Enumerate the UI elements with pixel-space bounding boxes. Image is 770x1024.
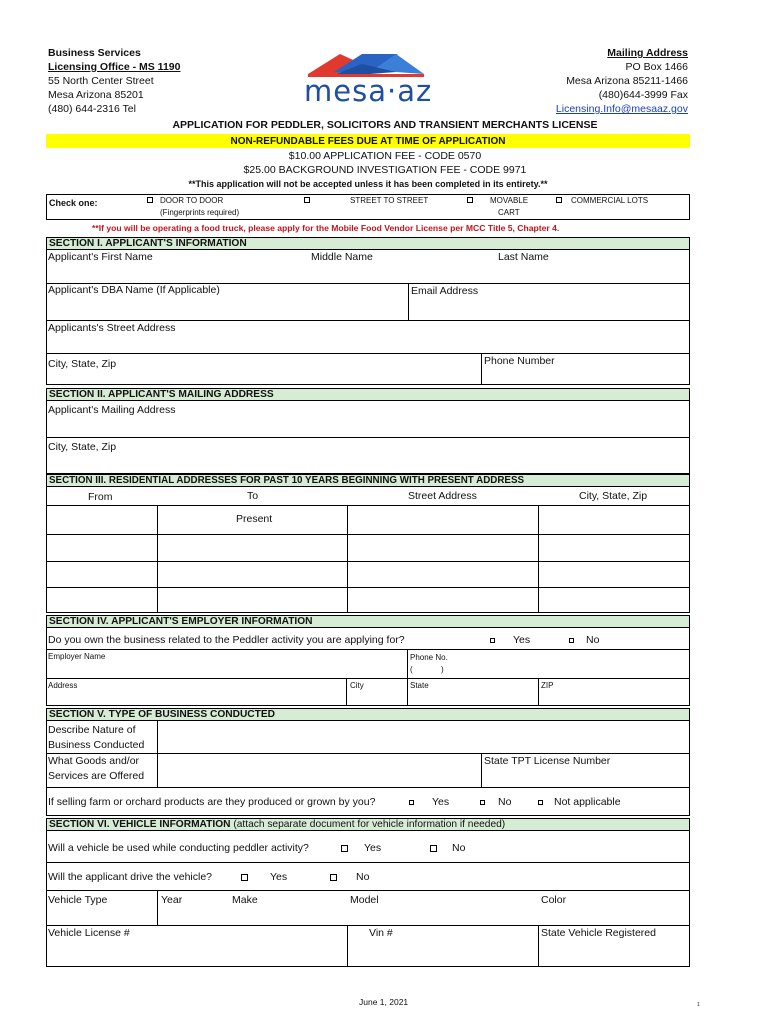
page-number: 1 <box>697 1002 700 1008</box>
vin-label: Vin # <box>369 927 393 939</box>
section-5-header: SECTION V. TYPE OF BUSINESS CONDUCTED <box>46 708 690 721</box>
vehicle-make-label: Make <box>232 894 258 906</box>
drive-yes-label: Yes <box>270 871 288 883</box>
office-city: Mesa Arizona 85201 <box>48 89 144 101</box>
drive-vehicle-question: Will the applicant drive the vehicle? <box>48 871 213 883</box>
employer-zip-input[interactable] <box>539 691 689 705</box>
divider <box>46 678 690 679</box>
door-to-door-note: (Fingerprints required) <box>160 208 240 217</box>
divider <box>46 437 690 438</box>
door-to-door-label: DOOR TO DOOR <box>160 196 224 205</box>
office-phone: (480) 644-2316 Tel <box>48 103 136 115</box>
own-yes-checkbox[interactable] <box>490 638 495 643</box>
dba-input[interactable] <box>47 296 407 319</box>
mailing-address-label: Applicant's Mailing Address <box>48 404 176 416</box>
section-6-title: SECTION VI. VEHICLE INFORMATION <box>49 819 231 830</box>
fees-banner: NON-REFUNDABLE FEES DUE AT TIME OF APPLICATION <box>230 136 506 147</box>
mailing-city: Mesa Arizona 85211-1466 <box>566 75 688 87</box>
vehicle-details-input[interactable] <box>158 906 689 924</box>
employer-address-input[interactable] <box>47 691 345 705</box>
vehicle-license-input[interactable] <box>47 940 346 966</box>
mailing-po: PO Box 1466 <box>625 61 688 73</box>
street-to-street-label: STREET TO STREET <box>350 196 429 205</box>
divider <box>46 890 690 891</box>
street-address-input[interactable] <box>47 335 689 352</box>
street-to-street-checkbox[interactable] <box>304 197 310 203</box>
employer-city-label: City <box>350 681 364 690</box>
drive-no-checkbox[interactable] <box>330 874 337 881</box>
door-to-door-checkbox[interactable] <box>147 197 153 203</box>
commercial-lots-label: COMMERCIAL LOTS <box>571 196 649 205</box>
farm-no-checkbox[interactable] <box>480 800 485 805</box>
tpt-license-label: State TPT License Number <box>484 755 611 767</box>
business-nature-input[interactable] <box>158 721 689 752</box>
drive-yes-checkbox[interactable] <box>241 874 248 881</box>
vin-input[interactable] <box>348 940 537 966</box>
employer-name-label: Employer Name <box>48 652 106 661</box>
divider <box>46 925 690 926</box>
movable-cart-checkbox[interactable] <box>467 197 473 203</box>
street-header: Street Address <box>408 490 477 502</box>
employer-city-input[interactable] <box>347 691 406 705</box>
farm-na-checkbox[interactable] <box>538 800 543 805</box>
farm-na-label: Not applicable <box>554 796 621 808</box>
name-input[interactable] <box>47 264 689 282</box>
mailing-fax: (480)644-3999 Fax <box>598 89 688 101</box>
office-street: 55 North Center Street <box>48 75 154 87</box>
dba-label: Applicant's DBA Name (If Applicable) <box>48 284 220 296</box>
section-3-header: SECTION III. RESIDENTIAL ADDRESSES FOR PAST 10 YEARS BEGINNING WITH PRESENT ADDRESS <box>46 474 690 487</box>
vehicle-year-label: Year <box>161 894 183 906</box>
form-title: APPLICATION FOR PEDDLER, SOLICITORS AND TRANSIENT MERCHANTS LICENSE <box>172 119 598 131</box>
residence-history-table[interactable] <box>47 506 689 612</box>
from-header: From <box>88 491 113 503</box>
email-input[interactable] <box>409 297 689 319</box>
cart-label: CART <box>498 208 520 217</box>
employer-phone-input[interactable] <box>408 662 689 677</box>
revision-date: June 1, 2021 <box>359 997 409 1007</box>
section-4-header: SECTION IV. APPLICANT'S EMPLOYER INFORMATION <box>46 615 690 628</box>
phone-number-input[interactable] <box>482 368 689 384</box>
mailing-address-input[interactable] <box>47 417 689 436</box>
state-registered-label: State Vehicle Registered <box>541 927 656 939</box>
mesa-az-logo <box>300 46 433 108</box>
mailing-title: Mailing Address <box>607 47 688 59</box>
farm-products-question: If selling farm or orchard products are they produced or grown by you? <box>48 796 376 808</box>
section-2-header: SECTION II. APPLICANT'S MAILING ADDRESS <box>46 388 690 401</box>
farm-yes-label: Yes <box>432 796 450 808</box>
goods-label-2: Services are Offered <box>48 770 145 782</box>
commercial-lots-checkbox[interactable] <box>556 197 562 203</box>
vehicle-use-yes-checkbox[interactable] <box>341 845 348 852</box>
employer-state-input[interactable] <box>408 691 537 705</box>
farm-no-label: No <box>498 796 512 808</box>
email-link[interactable]: Licensing.Info@mesaaz.gov <box>555 103 688 115</box>
state-registered-input[interactable] <box>539 940 689 966</box>
middle-name-label: Middle Name <box>311 251 373 263</box>
own-no-label: No <box>586 634 600 646</box>
vehicle-type-input[interactable] <box>47 906 156 924</box>
vehicle-use-no-checkbox[interactable] <box>430 845 437 852</box>
vehicle-model-label: Model <box>350 894 379 906</box>
street-address-label: Applicants's Street Address <box>48 322 176 334</box>
movable-label: MOVABLE <box>490 196 529 205</box>
section-1-header: SECTION I. APPLICANT'S INFORMATION <box>46 237 690 250</box>
vehicle-type-label: Vehicle Type <box>48 894 108 906</box>
employer-state-label: State <box>410 681 429 690</box>
employer-name-input[interactable] <box>47 662 406 677</box>
describe-label-2: Business Conducted <box>48 739 145 751</box>
phone-no-label: Phone No. <box>410 653 448 662</box>
divider <box>46 787 690 788</box>
section-6-title-note: (attach separate document for vehicle information if needed) <box>233 819 506 830</box>
last-name-label: Last Name <box>498 251 549 263</box>
goods-services-input[interactable] <box>158 754 480 786</box>
drive-no-label: No <box>356 871 370 883</box>
goods-label-1: What Goods and/or <box>48 755 140 767</box>
divider <box>46 862 690 863</box>
email-label: Email Address <box>411 285 479 297</box>
city-header: City, State, Zip <box>579 490 648 502</box>
phone-paren-close: ) <box>441 665 444 674</box>
to-header: To <box>247 490 259 502</box>
own-business-question: Do you own the business related to the Peddler activity you are applying for? <box>48 634 405 646</box>
fee-background: $25.00 BACKGROUND INVESTIGATION FEE - CODE 9971 <box>243 164 527 176</box>
city-state-zip-label: City, State, Zip <box>48 358 117 370</box>
city-state-zip-input[interactable] <box>140 354 480 384</box>
tpt-license-input[interactable] <box>482 768 689 786</box>
dept-name: Business Services <box>48 47 141 59</box>
farm-yes-checkbox[interactable] <box>409 800 414 805</box>
vehicle-use-question: Will a vehicle be used while conducting peddler activity? <box>48 842 309 854</box>
food-truck-note: **If you will be operating a food truck, please apply for the Mobile Food Vendor License per MCC Title 5, Chapter 4. <box>92 223 560 233</box>
mailing-city-label: City, State, Zip <box>48 441 117 453</box>
check-one-label: Check one: <box>49 198 98 208</box>
mailing-city-input[interactable] <box>47 454 689 473</box>
completion-note: **This application will not be accepted unless it has been completed in its entirety.** <box>188 179 548 189</box>
vehicle-use-no-label: No <box>452 842 466 854</box>
employer-zip-label: ZIP <box>541 681 554 690</box>
fee-application: $10.00 APPLICATION FEE - CODE 0570 <box>288 150 482 162</box>
present-label: Present <box>236 513 273 525</box>
own-no-checkbox[interactable] <box>569 638 574 643</box>
vehicle-license-label: Vehicle License # <box>48 927 130 939</box>
divider <box>46 649 690 650</box>
first-name-label: Applicant's First Name <box>48 251 153 263</box>
vehicle-color-label: Color <box>541 894 567 906</box>
phone-number-label: Phone Number <box>484 355 555 367</box>
own-yes-label: Yes <box>513 634 531 646</box>
phone-paren-open: ( <box>410 665 413 674</box>
employer-address-label: Address <box>48 681 78 690</box>
logo-text: mesa·az <box>304 74 433 108</box>
describe-label-1: Describe Nature of <box>48 724 136 736</box>
vehicle-use-yes-label: Yes <box>364 842 382 854</box>
office-name: Licensing Office - MS 1190 <box>48 61 181 73</box>
divider <box>46 320 690 321</box>
